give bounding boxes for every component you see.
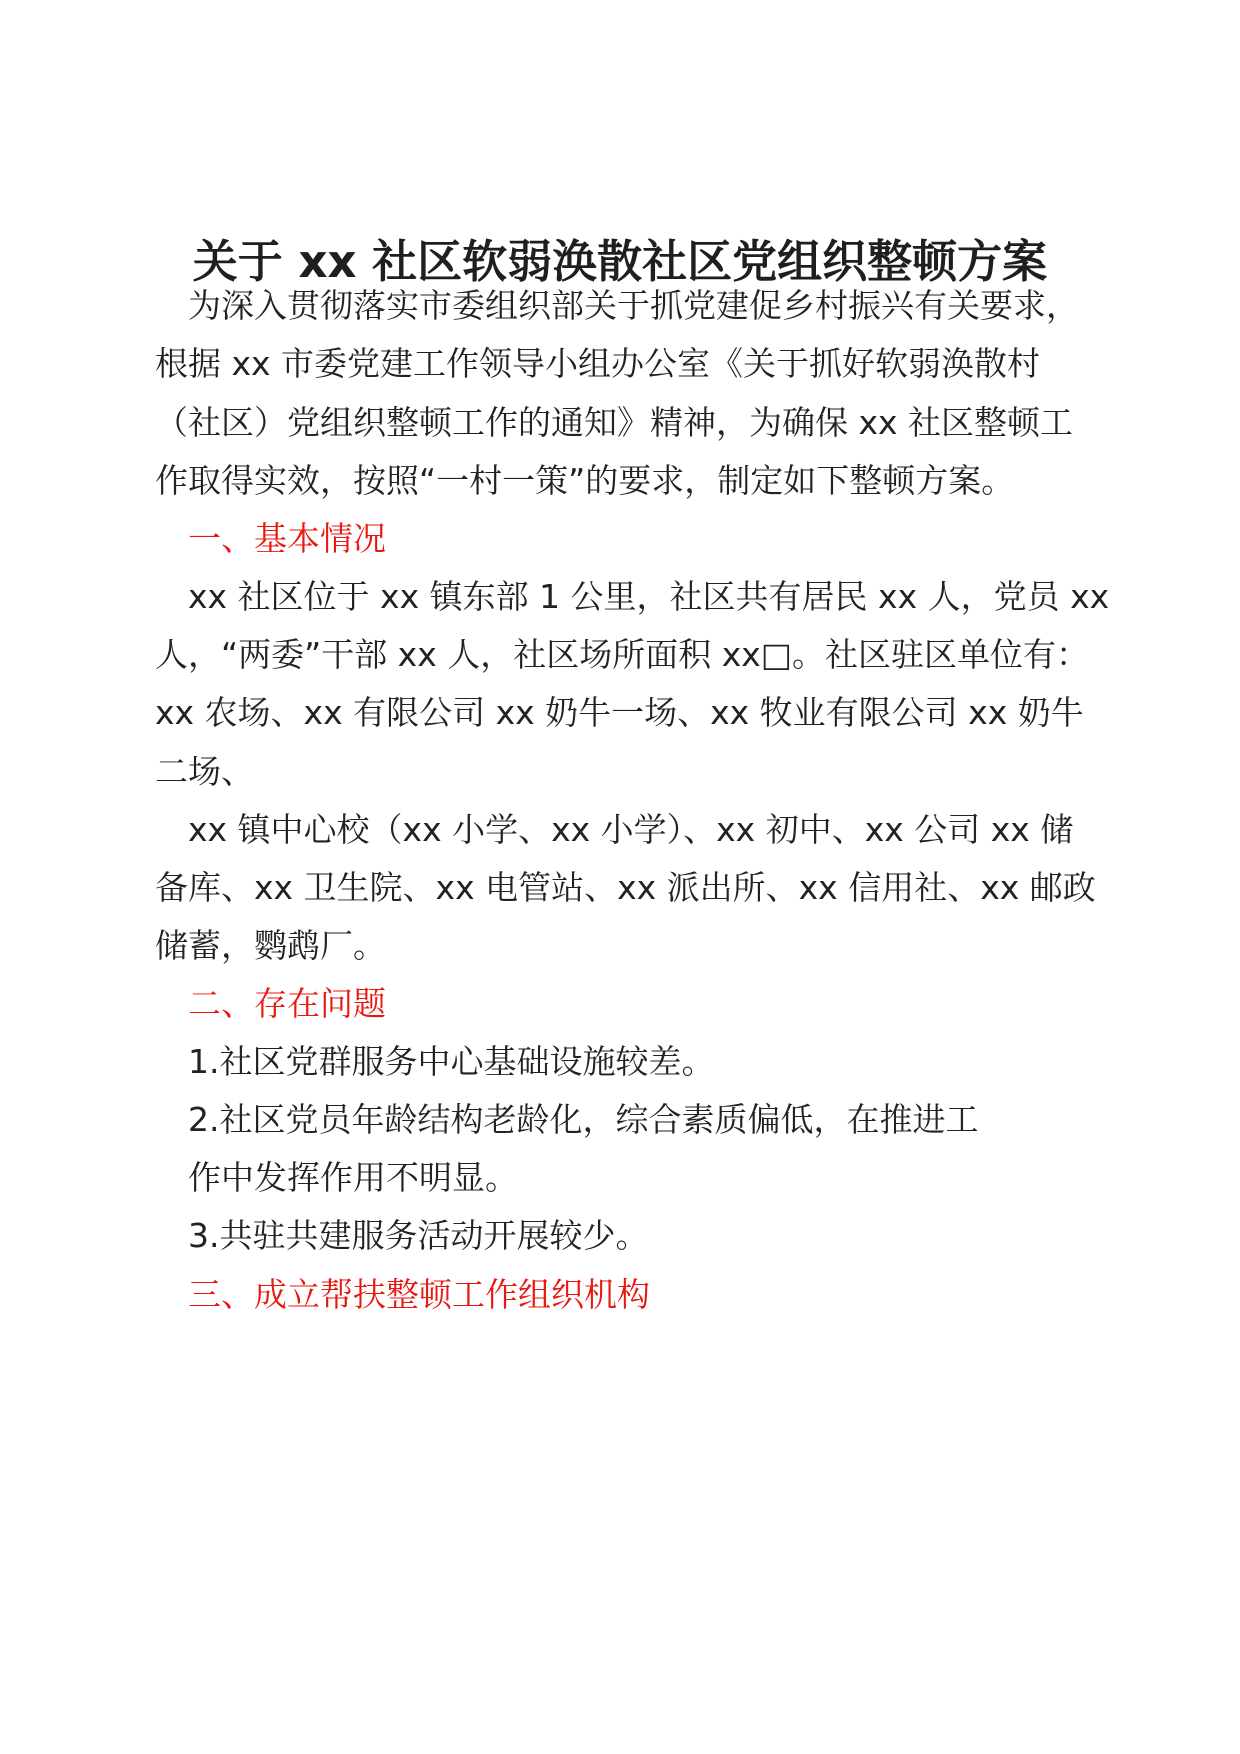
intro-line-1: 为深入贯彻落实市委组织部关于抓党建促乡村振兴有关要求，: [188, 286, 1079, 325]
intro-line-2: 根据 xx 市委党建工作领导小组办公室《关于抓好软弱涣散村: [155, 344, 1041, 383]
problem-line-3: 作中发挥作用不明显。: [188, 1158, 518, 1197]
document-title: 关于 xx 社区软弱涣散社区党组织整顿方案: [192, 235, 1048, 288]
problem-line-2: 2.社区党员年龄结构老龄化，综合素质偏低，在推进工: [188, 1100, 979, 1139]
section-heading-problems: 二、存在问题: [188, 984, 386, 1023]
basic-info-line-4: 二场、: [155, 752, 254, 791]
section-heading-basic-info: 一、基本情况: [188, 519, 386, 558]
intro-line-3: （社区）党组织整顿工作的通知》精神，为确保 xx 社区整顿工: [155, 403, 1074, 442]
problem-line-1: 1.社区党群服务中心基础设施较差。: [188, 1042, 715, 1081]
basic-info-line-2: 人，“两委”干部 xx 人，社区场所面积 xx□。社区驻区单位有：: [155, 635, 1089, 674]
problem-line-4: 3.共驻共建服务活动开展较少。: [188, 1216, 649, 1255]
basic-info-line-5: xx 镇中心校（xx 小学、xx 小学）、xx 初中、xx 公司 xx 储: [188, 810, 1074, 849]
basic-info-line-6: 备库、xx 卫生院、xx 电管站、xx 派出所、xx 信用社、xx 邮政: [155, 868, 1096, 907]
basic-info-line-3: xx 农场、xx 有限公司 xx 奶牛一场、xx 牧业有限公司 xx 奶牛: [155, 693, 1084, 732]
basic-info-line-1: xx 社区位于 xx 镇东部 1 公里，社区共有居民 xx 人，党员 xx: [188, 577, 1110, 616]
intro-line-4: 作取得实效，按照“一村一策”的要求，制定如下整顿方案。: [155, 461, 1015, 500]
basic-info-line-7: 储蓄，鹦鹉厂。: [155, 926, 386, 965]
section-heading-organization: 三、成立帮扶整顿工作组织机构: [188, 1275, 650, 1314]
